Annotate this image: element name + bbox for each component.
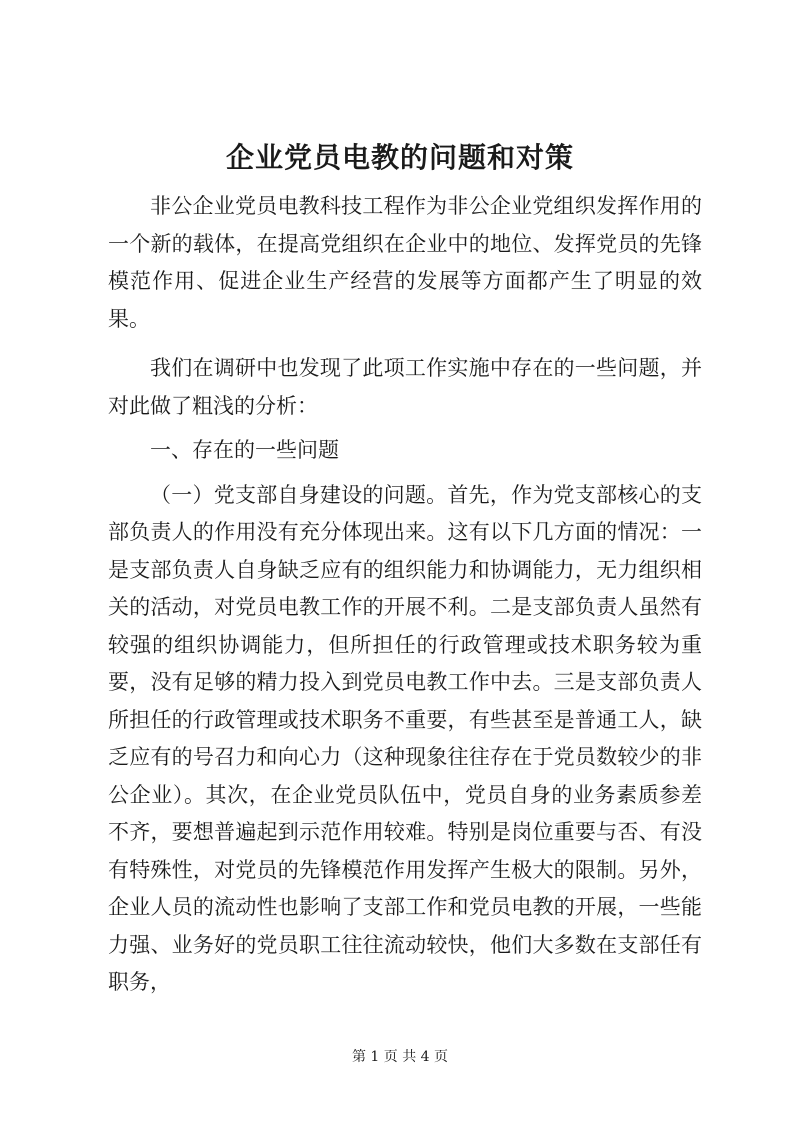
document-title: 企业党员电教的问题和对策 [225, 141, 574, 174]
page-number-footer: 第 1 页 共 4 页 [351, 1049, 449, 1065]
paragraph-branch-building: （一）党支部自身建设的问题。首先，作为党支部核心的支部负责人的作用没有充分体现出来。这有以下几方面的情况：一是支部负责人自身缺乏应有的组织能力和协调能力，无力组织相关的活动，对党员电教工作的开展不利。二是支部负责人虽然有较强的组织协调能力，但所担任的行政管理或技术职务较为重要，没有足够的精力投入到党员电教工作中去。三是支部负责人所担任的行政管理或技术职务不重要，有些甚至是普通工人，缺乏应有的号召力和向心力（这种现象往往存在于党员数较少的非公企业）。其次，在企业党员队伍中，党员自身的业务素质参差不齐，要想普遍起到示范作用较难。特别是岗位重要与否、有没有特殊性，对党员的先锋模范作用发挥产生极大的限制。另外，企业人员的流动性也影响了支部工作和党员电教的开展，一些能力强、业务好的党员职工往往流动较快，他们大多数在支部任有职务， [108, 482, 702, 994]
paragraph-intro: 非公企业党员电教科技工程作为非公企业党组织发挥作用的一个新的载体，在提高党组织在企业中的地位、发挥党员的先锋模范作用、促进企业生产经营的发展等方面都产生了明显的效果。 [108, 194, 702, 331]
section-heading-problems: 一、存在的一些问题 [150, 438, 339, 462]
document-body [108, 188, 702, 1014]
paragraph-research: 我们在调研中也发现了此项工作实施中存在的一些问题，并对此做了粗浅的分析： [108, 356, 702, 418]
